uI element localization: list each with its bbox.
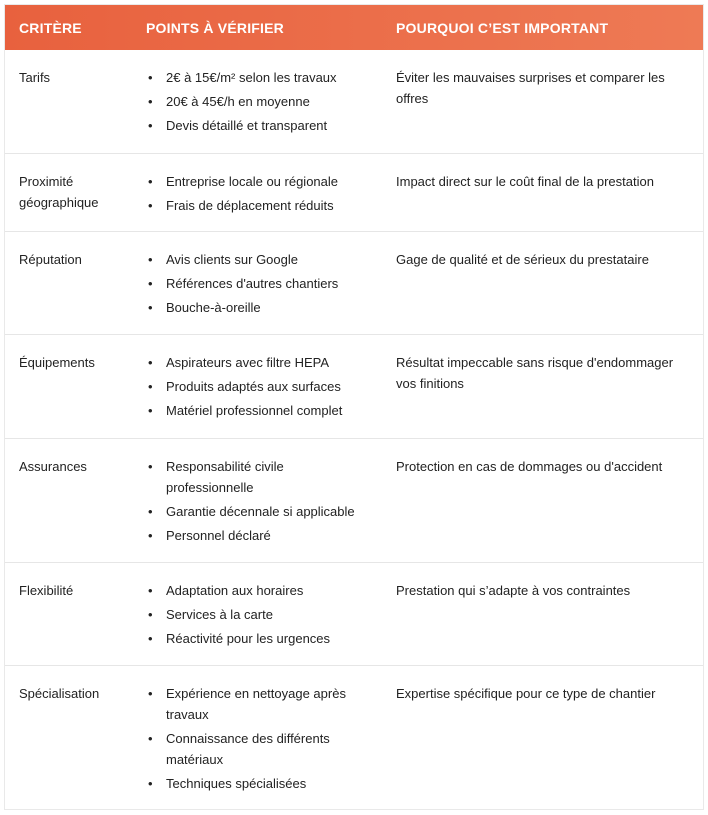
points-list — [146, 249, 368, 318]
points-cell — [132, 334, 382, 438]
why-cell: Prestation qui s’adapte à vos contraintes — [382, 562, 703, 665]
list-item: • Entreprise locale ou régionale — [162, 171, 368, 192]
list-item: • 20€ à 45€/h en moyenne — [162, 91, 368, 112]
list-item: • Garantie décennale si applicable — [162, 501, 368, 522]
points-cell — [132, 438, 382, 562]
table-row — [5, 50, 703, 153]
list-item: • Services à la carte — [162, 604, 368, 625]
list-item: • Aspirateurs avec filtre HEPA — [162, 352, 368, 373]
criteria-table-container — [4, 4, 704, 810]
points-cell — [132, 562, 382, 665]
table-row — [5, 334, 703, 438]
points-list — [146, 67, 368, 136]
criterion-cell: Flexibilité — [5, 562, 132, 665]
points-cell — [132, 50, 382, 153]
list-item: • Personnel déclaré — [162, 525, 368, 546]
why-cell: Protection en cas de dommages ou d'accident — [382, 438, 703, 562]
list-item: • Expérience en nettoyage après travaux — [162, 683, 368, 725]
criterion-cell: Réputation — [5, 231, 132, 334]
list-item: • Avis clients sur Google — [162, 249, 368, 270]
list-item: • Frais de déplacement réduits — [162, 195, 368, 216]
list-item: • Responsabilité civile professionnelle — [162, 456, 368, 498]
why-cell: Résultat impeccable sans risque d'endommager vos finitions — [382, 334, 703, 438]
table-row — [5, 665, 703, 809]
list-item: • Techniques spécialisées — [162, 773, 368, 794]
list-item: • 2€ à 15€/m² selon les travaux — [162, 67, 368, 88]
criterion-cell: Assurances — [5, 438, 132, 562]
header-points: POINTS À VÉRIFIER — [146, 19, 284, 36]
table-row — [5, 562, 703, 665]
table-row — [5, 231, 703, 334]
criterion-cell: Proximité géographique — [5, 153, 132, 231]
why-cell: Gage de qualité et de sérieux du prestataire — [382, 231, 703, 334]
criterion-cell: Équipements — [5, 334, 132, 438]
list-item: • Produits adaptés aux surfaces — [162, 376, 368, 397]
points-cell — [132, 153, 382, 231]
list-item: • Réactivité pour les urgences — [162, 628, 368, 649]
points-cell — [132, 231, 382, 334]
table-row — [5, 438, 703, 562]
points-list — [146, 683, 368, 794]
why-cell: Éviter les mauvaises surprises et comparer les offres — [382, 50, 703, 153]
points-list — [146, 352, 368, 421]
criterion-cell: Tarifs — [5, 50, 132, 153]
criterion-cell: Spécialisation — [19, 685, 100, 701]
why-cell: Expertise spécifique pour ce type de chantier — [396, 685, 656, 701]
points-list — [146, 580, 368, 649]
list-item: • Matériel professionnel complet — [162, 400, 368, 421]
points-cell — [132, 665, 382, 809]
criteria-table — [5, 5, 703, 809]
table-row — [5, 153, 703, 231]
header-pourquoi: POURQUOI C’EST IMPORTANT — [396, 19, 609, 36]
why-cell: Impact direct sur le coût final de la prestation — [382, 153, 703, 231]
points-list — [146, 171, 368, 216]
list-item: • Devis détaillé et transparent — [162, 115, 368, 136]
header-critere: CRITÈRE — [19, 19, 82, 36]
list-item: • Bouche-à-oreille — [162, 297, 368, 318]
list-item: • Connaissance des différents matériaux — [162, 728, 368, 770]
table-header-row — [5, 5, 703, 50]
list-item: • Références d'autres chantiers — [162, 273, 368, 294]
list-item: • Adaptation aux horaires — [162, 580, 368, 601]
points-list — [146, 456, 368, 546]
